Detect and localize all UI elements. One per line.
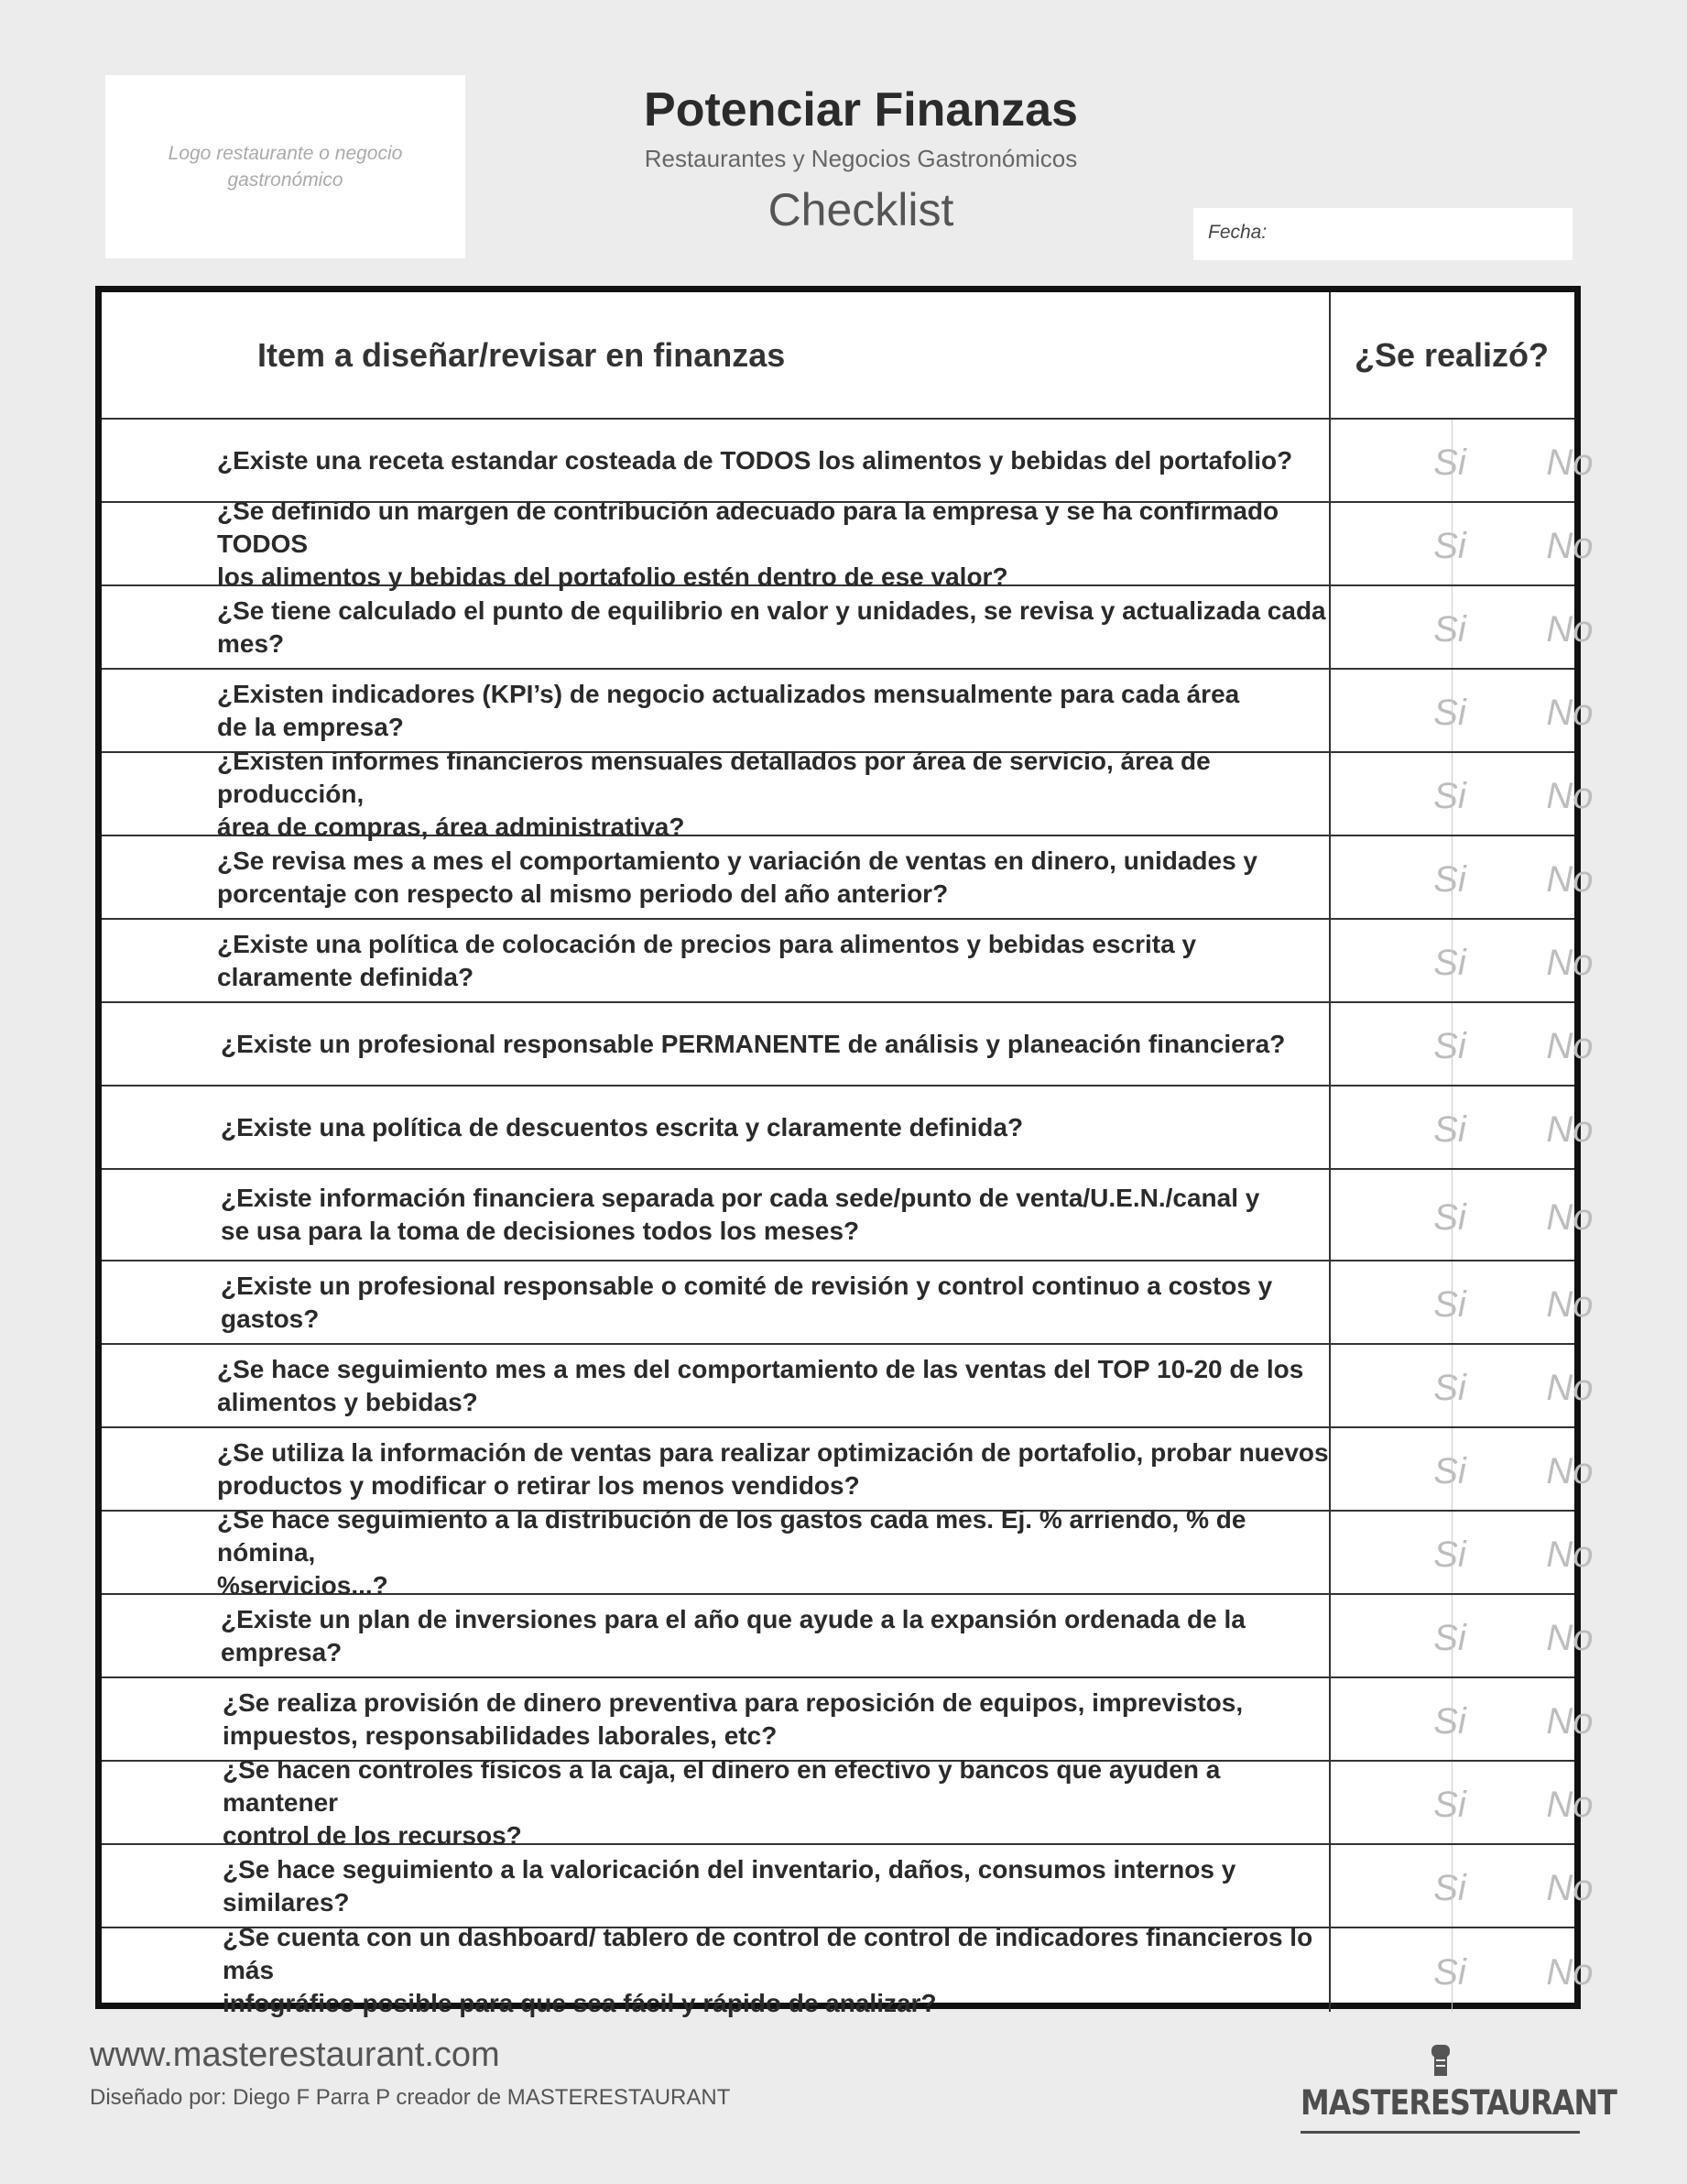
answer-divider (1452, 836, 1453, 918)
table-row (102, 1170, 1594, 1261)
question-line-1: ¿Se hacen controles físicos a la caja, el dinero en efectivo y bancos que ayuden a mantener (223, 1754, 1221, 1817)
answer-divider (1452, 1003, 1453, 1085)
question-text (102, 1754, 1329, 1850)
credit-text: Diseñado por: Diego F Parra P creador de MASTERESTAURANT (90, 2085, 731, 2110)
answer-divider (1452, 753, 1453, 835)
answer-divider (1452, 920, 1453, 1001)
brand-logo (1301, 2043, 1617, 2135)
column-divider (1329, 1678, 1331, 1760)
question-line-1: ¿Existen indicadores (KPI’s) de negocio actualizados mensualmente para cada área (217, 679, 1240, 708)
question-line-1: ¿Existe un profesional responsable o comité de revisión y control continuo a costos y gastos? (221, 1271, 1273, 1333)
table-row (102, 1003, 1594, 1087)
answer-no-option[interactable]: No (1546, 859, 1594, 900)
answer-divider (1452, 1428, 1453, 1510)
question-line-1: ¿Se hace seguimiento a la valoricación del inventario, daños, consumos internos y similares? (223, 1854, 1236, 1916)
answer-divider (1452, 1087, 1453, 1168)
question-text (102, 670, 1329, 751)
answer-divider (1452, 1845, 1453, 1927)
website-link[interactable]: www.masterestaurant.com (90, 2036, 500, 2074)
brand-underline (1301, 2131, 1580, 2134)
answer-no-option[interactable]: No (1546, 1868, 1594, 1908)
question-text (102, 920, 1329, 1001)
table-row (102, 746, 1594, 841)
answer-divider (1452, 1170, 1453, 1260)
answer-yes-option[interactable]: Si (1433, 1026, 1466, 1066)
question-line-2: %servicios...? (217, 1570, 388, 1600)
answer-divider (1452, 1595, 1453, 1676)
answer-yes-option[interactable]: Si (1433, 1868, 1466, 1908)
column-divider (1329, 1170, 1331, 1260)
question-text (102, 1678, 1329, 1760)
answer-divider (1452, 503, 1453, 584)
answer-divider (1452, 1345, 1453, 1426)
date-label: Fecha: (1208, 222, 1268, 243)
answer-no-option[interactable]: No (1546, 1534, 1594, 1575)
answer-yes-option[interactable]: Si (1433, 693, 1466, 733)
question-line-2: se usa para la toma de decisiones todos los meses? (221, 1217, 860, 1245)
column-divider (1329, 753, 1331, 835)
answer-no-option[interactable]: No (1546, 1284, 1594, 1325)
answer-no-option[interactable]: No (1546, 776, 1594, 816)
answer-no-option[interactable]: No (1546, 1368, 1594, 1408)
table-row (102, 1504, 1594, 1600)
answer-yes-option[interactable]: Si (1433, 1952, 1466, 1993)
column-divider (1329, 586, 1331, 668)
question-text (102, 836, 1329, 918)
answer-divider (1452, 670, 1453, 751)
logo-placeholder (105, 75, 465, 258)
answer-divider (1452, 586, 1453, 668)
page-title: Potenciar Finanzas (644, 83, 1078, 136)
table-row (102, 1922, 1594, 2017)
table-row (102, 1261, 1594, 1345)
question-line-2: claramente definida? (217, 962, 474, 991)
answer-divider (1452, 1928, 1453, 2012)
question-text (102, 1170, 1329, 1260)
column-header-done: ¿Se realizó? (1354, 335, 1550, 374)
answer-divider (1452, 420, 1453, 501)
column-divider (1329, 670, 1331, 751)
answer-divider (1452, 1678, 1453, 1760)
table-row (102, 836, 1594, 920)
table-row (102, 1845, 1594, 1928)
question-line-1: ¿Se cuenta con un dashboard/ tablero de control de control de indicadores financieros lo más (223, 1922, 1313, 1984)
column-divider (1329, 420, 1331, 501)
answer-no-option[interactable]: No (1546, 1952, 1594, 1993)
question-line-1: ¿Existen informes financieros mensuales detallados por área de servicio, área de producción, (217, 746, 1211, 808)
document-type: Checklist (767, 184, 954, 235)
answer-yes-option[interactable]: Si (1433, 1196, 1466, 1238)
question-line-1: ¿Existe un plan de inversiones para el año que ayude a la expansión ordenada de la empresa? (221, 1604, 1246, 1666)
question-line-1: ¿Se revisa mes a mes el comportamiento y variación de ventas en dinero, unidades y (217, 846, 1257, 875)
answer-yes-option[interactable]: Si (1433, 1368, 1466, 1408)
column-divider (1329, 1345, 1331, 1426)
column-divider (1329, 1512, 1331, 1593)
column-divider (1329, 1087, 1331, 1168)
answer-no-option[interactable]: No (1546, 1785, 1594, 1825)
answer-yes-option[interactable]: Si (1433, 442, 1466, 483)
column-divider (1329, 1261, 1331, 1343)
answer-no-option[interactable]: No (1546, 1701, 1594, 1742)
column-header-item: Item a diseñar/revisar en finanzas (257, 335, 786, 374)
answer-yes-option[interactable]: Si (1433, 1284, 1466, 1325)
question-line-2: control de los recursos? (223, 1820, 522, 1850)
question-line-2: alimentos y bebidas? (217, 1387, 478, 1416)
column-divider (1329, 1762, 1331, 1843)
question-line-1: ¿Existe una receta estandar costeada de TODOS los alimentos y bebidas del portafolio? (217, 445, 1293, 475)
answer-no-option[interactable]: No (1546, 693, 1594, 733)
answer-yes-option[interactable]: Si (1433, 943, 1466, 983)
table-row (102, 1754, 1594, 1850)
question-line-1: ¿Se realiza provisión de dinero preventiva para reposición de equipos, imprevistos, (223, 1687, 1244, 1717)
answer-no-option[interactable]: No (1546, 1109, 1594, 1150)
question-text (102, 1261, 1329, 1343)
answer-yes-option[interactable]: Si (1433, 1785, 1466, 1825)
answer-no-option[interactable]: No (1546, 526, 1594, 566)
question-line-2: infográfico posible para que sea fácil y rápido de analizar? (223, 1988, 937, 2017)
question-line-2: porcentaje con respecto al mismo periodo del año anterior? (217, 879, 949, 908)
answer-divider (1452, 1512, 1453, 1593)
question-line-1: ¿Se utiliza la información de ventas para realizar optimización de portafolio, probar nuevos (217, 1437, 1329, 1467)
table-row (102, 670, 1594, 753)
question-text (102, 1845, 1329, 1927)
brand-name: MASTERESTAURANT (1301, 2083, 1617, 2123)
date-field[interactable] (1193, 208, 1573, 260)
answer-yes-option[interactable]: Si (1433, 1109, 1466, 1150)
column-divider (1329, 1928, 1331, 2012)
question-line-2: impuestos, responsabilidades laborales, etc? (223, 1720, 778, 1750)
question-text (102, 1003, 1329, 1085)
table-row (102, 496, 1594, 591)
answer-no-option[interactable]: No (1546, 1026, 1594, 1066)
column-divider (1329, 1595, 1331, 1676)
answer-no-option[interactable]: No (1546, 1451, 1594, 1491)
answer-no-option[interactable]: No (1546, 1196, 1594, 1238)
question-line-1: ¿Existe una política de descuentos escrita y claramente definida? (221, 1112, 1024, 1141)
table-row (102, 1428, 1594, 1512)
table-row (102, 1087, 1594, 1170)
question-line-1: ¿Se definido un margen de contribución adecuado para la empresa y se ha confirmado TODOS (217, 496, 1279, 558)
checklist-table (95, 286, 1594, 2017)
page-subtitle: Restaurantes y Negocios Gastronómicos (644, 145, 1078, 172)
question-line-1: ¿Se hace seguimiento a la distribución de los gastos cada mes. Ej. % arriendo, % de nómina, (217, 1504, 1246, 1567)
answer-yes-option[interactable]: Si (1433, 859, 1466, 900)
answer-yes-option[interactable]: Si (1433, 1618, 1466, 1658)
answer-no-option[interactable]: No (1546, 943, 1594, 983)
answer-divider (1452, 1261, 1453, 1343)
answer-yes-option[interactable]: Si (1433, 776, 1466, 816)
answer-divider (1452, 1762, 1453, 1843)
answer-yes-option[interactable]: Si (1433, 609, 1466, 650)
answer-yes-option[interactable]: Si (1433, 1534, 1466, 1575)
table-row (102, 420, 1594, 503)
question-text (102, 496, 1329, 591)
question-line-1: ¿Existe un profesional responsable PERMANENTE de análisis y planeación financiera? (221, 1029, 1286, 1058)
table-header (102, 292, 1574, 420)
table-row (102, 586, 1594, 670)
question-line-1: ¿Se tiene calculado el punto de equilibrio en valor y unidades, se revisa y actualizada cada mes? (217, 595, 1326, 658)
table-row (102, 1678, 1594, 1762)
question-text (102, 1595, 1329, 1676)
question-line-1: ¿Existe información financiera separada por cada sede/punto de venta/U.E.N./canal y (221, 1184, 1260, 1212)
answer-yes-option[interactable]: Si (1433, 526, 1466, 566)
question-line-1: ¿Se hace seguimiento mes a mes del comportamiento de las ventas del TOP 10-20 de los (217, 1354, 1304, 1383)
question-text (102, 1345, 1329, 1426)
column-divider (1329, 836, 1331, 918)
answer-no-option[interactable]: No (1546, 609, 1594, 650)
question-text (102, 1087, 1329, 1168)
table-row (102, 1345, 1594, 1428)
question-text (102, 586, 1329, 668)
answer-yes-option[interactable]: Si (1433, 1451, 1466, 1491)
question-line-2: de la empresa? (217, 712, 404, 741)
answer-no-option[interactable]: No (1546, 1618, 1594, 1658)
chef-hat-icon (1429, 2043, 1453, 2080)
answer-yes-option[interactable]: Si (1433, 1701, 1466, 1742)
question-line-2: productos y modificar o retirar los menos vendidos? (217, 1470, 860, 1500)
question-text (102, 746, 1329, 841)
column-divider (1329, 920, 1331, 1001)
logo-placeholder-text: Logo restaurante o negocio gastronómico (168, 143, 403, 191)
table-row (102, 920, 1594, 1003)
column-divider (1329, 503, 1331, 584)
column-divider (1329, 1845, 1331, 1927)
column-divider (1329, 1428, 1331, 1510)
question-text (102, 1922, 1329, 2017)
question-text (102, 420, 1329, 501)
column-divider (1329, 1003, 1331, 1085)
question-text (102, 1504, 1329, 1600)
question-line-1: ¿Existe una política de colocación de precios para alimentos y bebidas escrita y (217, 929, 1197, 958)
question-line-2: área de compras, área administrativa? (217, 812, 685, 841)
table-row (102, 1595, 1594, 1678)
answer-no-option[interactable]: No (1546, 442, 1594, 483)
question-line-2: los alimentos y bebidas del portafolio estén dentro de ese valor? (217, 562, 1008, 591)
question-text (102, 1428, 1329, 1510)
